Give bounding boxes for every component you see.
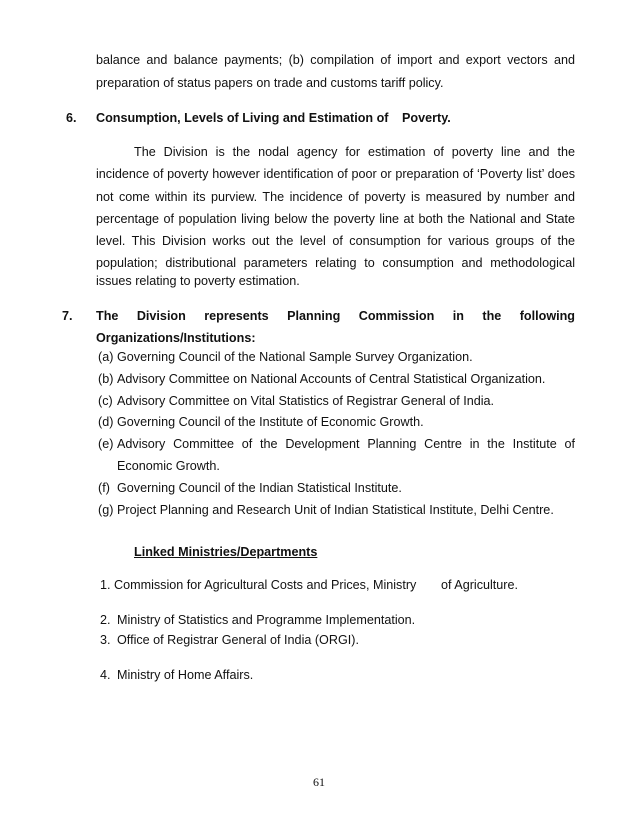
list-item-label: (c): [98, 394, 113, 408]
page-number: 61: [313, 775, 325, 789]
intro-line-2: preparation of status papers on trade and customs tariff policy.: [96, 76, 444, 90]
linked-ministries-heading: Linked Ministries/Departments: [134, 545, 318, 559]
list-item: Governing Council of the Indian Statistical Institute.: [117, 481, 402, 495]
list-item-label: 3.: [100, 633, 111, 647]
list-item-label: (g): [98, 503, 114, 517]
section-6-para-line-3: not come within its purview. The incidence of poverty is measured by number and: [96, 190, 575, 204]
list-item: Ministry of Statistics and Programme Implementation.: [117, 613, 416, 627]
section-7-heading-line-2: Organizations/Institutions:: [96, 331, 256, 345]
list-item-label: (f): [98, 481, 110, 495]
list-item-label: 4.: [100, 668, 111, 682]
section-7-number: 7.: [62, 309, 73, 323]
section-7-heading-line-1: The Division represents Planning Commission in the following: [96, 309, 575, 323]
section-6-para-line-2: incidence of poverty however identification of poor or preparation of ‘Poverty list’ does: [96, 167, 575, 181]
section-6-number: 6.: [66, 111, 77, 125]
list-item-continuation: Economic Growth.: [117, 459, 220, 473]
intro-line-1: balance and balance payments; (b) compilation of import and export vectors and: [96, 53, 575, 67]
list-item: Advisory Committee on National Accounts of Central Statistical Organization.: [117, 372, 546, 386]
section-6-para-line-6: population; distributional parameters relating to consumption and methodological: [96, 256, 575, 270]
list-item-label: (d): [98, 415, 114, 429]
section-6-para-line-7: issues relating to poverty estimation.: [96, 274, 300, 288]
list-item-label: (a): [98, 350, 114, 364]
list-item: Governing Council of the Institute of Economic Growth.: [117, 415, 424, 429]
section-6-heading: Consumption, Levels of Living and Estimation of: [96, 111, 389, 125]
list-item: Office of Registrar General of India (ORGI).: [117, 633, 359, 647]
list-item-label: 2.: [100, 613, 111, 627]
section-6-para-line-1: The Division is the nodal agency for estimation of poverty line and the: [134, 145, 575, 159]
section-6-para-line-5: level. This Division works out the level of consumption for various groups of the: [96, 234, 575, 248]
list-item-label: (e): [98, 437, 114, 451]
list-item: Governing Council of the National Sample Survey Organization.: [117, 350, 473, 364]
list-item: Commission for Agricultural Costs and Prices, Ministry: [114, 578, 417, 592]
list-item: Advisory Committee on Vital Statistics of Registrar General of India.: [117, 394, 495, 408]
list-item-tail: of Agriculture.: [441, 578, 519, 592]
list-item: Advisory Committee of the Development Planning Centre in the Institute of: [117, 437, 575, 451]
section-6-para-line-4: percentage of population living below the poverty line at both the National and State: [96, 212, 575, 226]
list-item-label: (b): [98, 372, 114, 386]
section-6-heading-tail: Poverty.: [402, 111, 451, 125]
list-item-label: 1.: [100, 578, 111, 592]
list-item: Project Planning and Research Unit of Indian Statistical Institute, Delhi Centre.: [117, 503, 554, 517]
list-item: Ministry of Home Affairs.: [117, 668, 254, 682]
